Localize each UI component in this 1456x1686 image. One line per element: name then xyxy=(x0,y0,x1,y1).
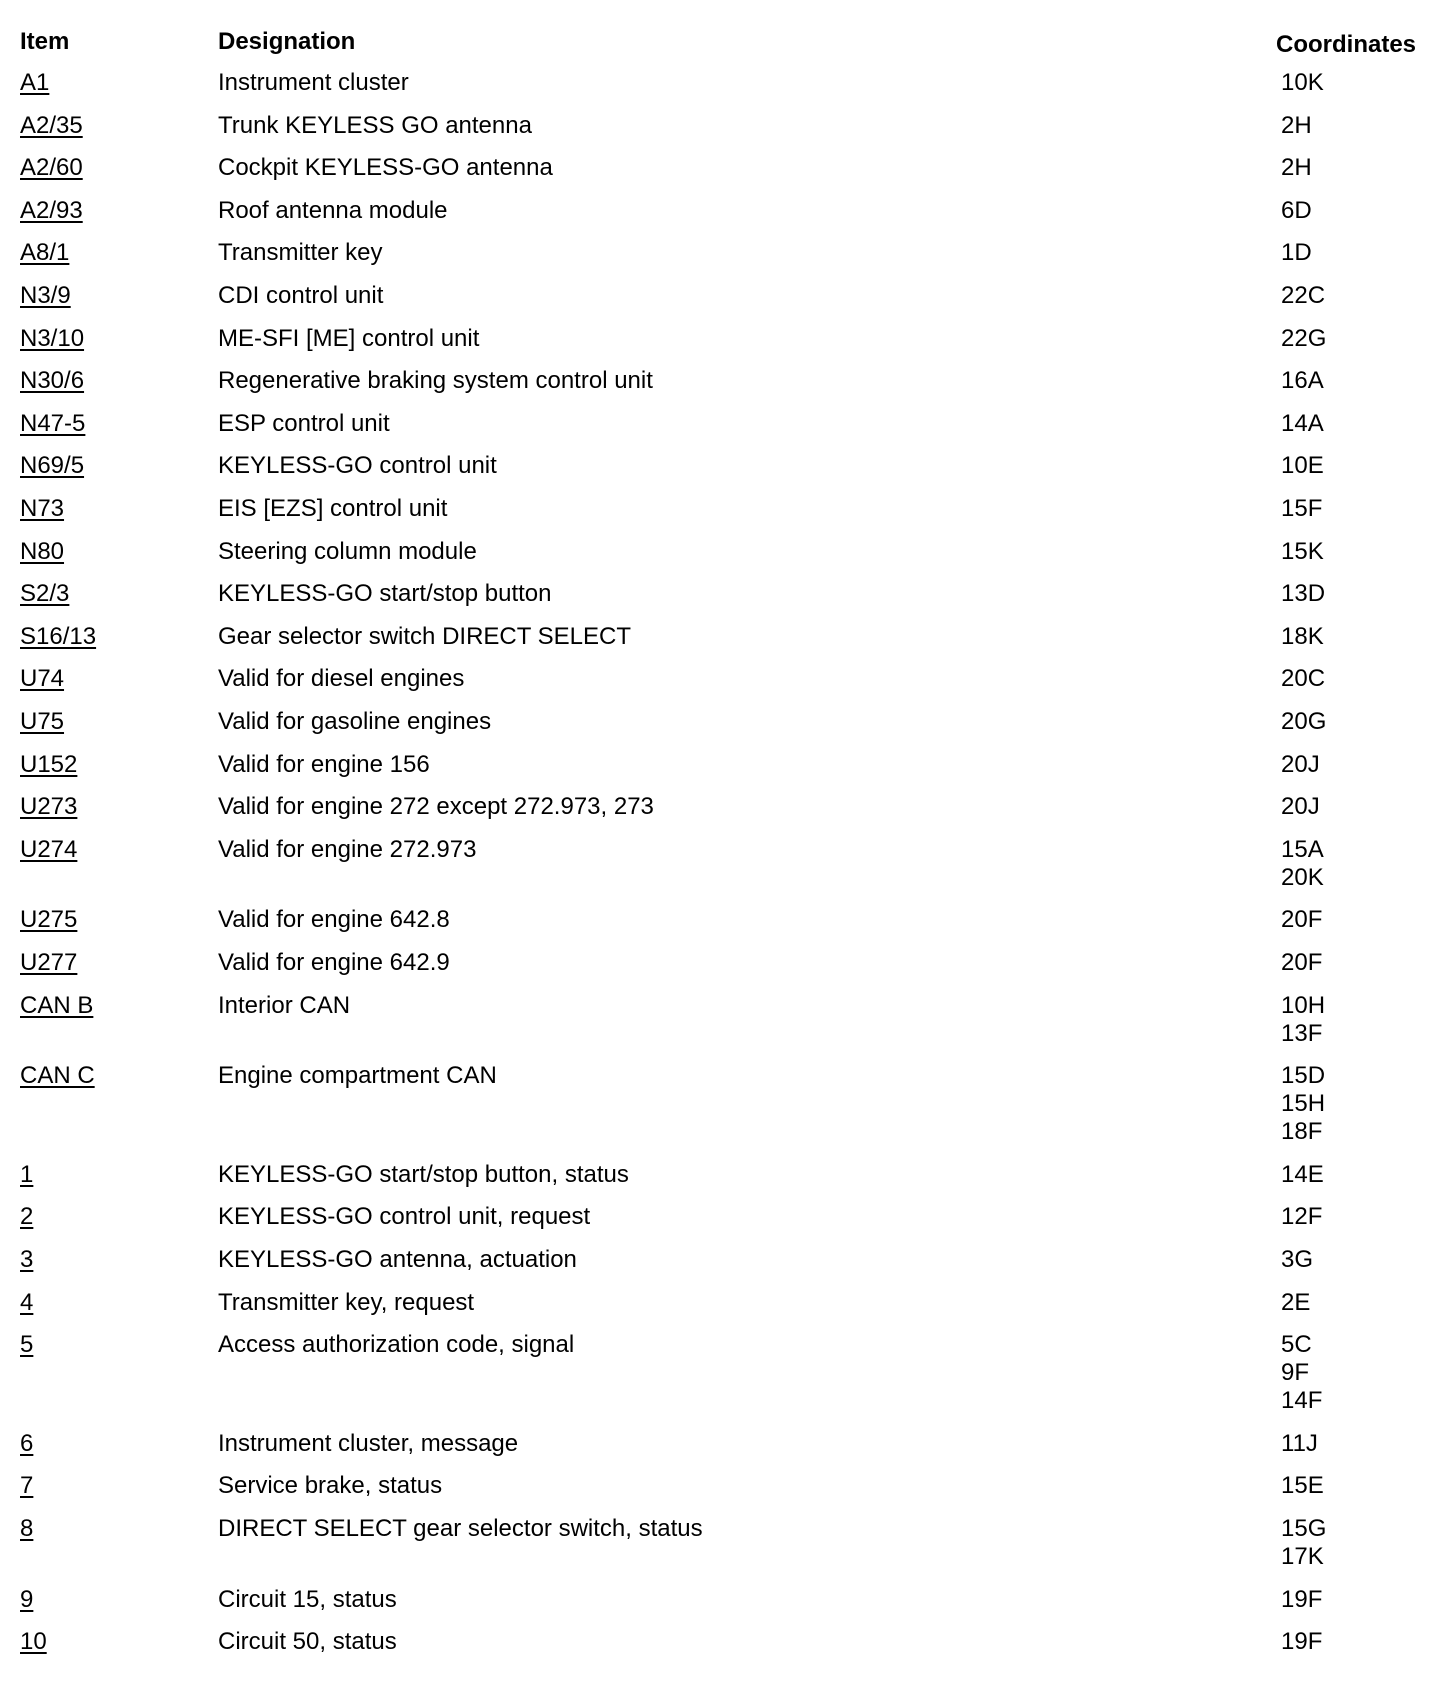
item-link[interactable]: CAN C xyxy=(20,1062,95,1089)
coordinates-cell xyxy=(1281,1331,1322,1415)
item-link[interactable]: A2/93 xyxy=(20,197,83,224)
coordinate-value: 22C xyxy=(1281,282,1326,309)
coordinate-value: 15E xyxy=(1281,1472,1324,1499)
coordinate-value: 18K xyxy=(1281,623,1324,650)
coordinates-cell xyxy=(1281,325,1326,353)
designation-text: Circuit 15, status xyxy=(218,1586,397,1613)
item-link[interactable]: U277 xyxy=(20,949,78,976)
coordinate-value: 20J xyxy=(1281,751,1320,778)
coordinate-value: 20F xyxy=(1281,906,1323,933)
coordinate-value: 11J xyxy=(1281,1430,1318,1457)
item-link[interactable]: 5 xyxy=(20,1331,34,1358)
coordinates-cell xyxy=(1281,623,1324,651)
coordinate-value: 20C xyxy=(1281,665,1326,692)
designation-text: Interior CAN xyxy=(218,992,351,1019)
item-link[interactable]: A2/60 xyxy=(20,154,83,181)
item-link[interactable]: 1 xyxy=(20,1161,34,1188)
header-coordinates: Coordinates xyxy=(1276,31,1417,58)
coordinate-value: 22G xyxy=(1281,325,1327,352)
designation-text: EIS [EZS] control unit xyxy=(218,495,448,522)
item-link[interactable]: 8 xyxy=(20,1515,34,1542)
coordinates-cell xyxy=(1281,1515,1326,1571)
coordinates-cell xyxy=(1281,1246,1313,1274)
designation-text: Regenerative braking system control unit xyxy=(218,367,653,394)
coordinate-value: 9F xyxy=(1281,1359,1310,1386)
item-link[interactable]: S16/13 xyxy=(20,623,97,650)
designation-text: Gear selector switch DIRECT SELECT xyxy=(218,623,632,650)
designation-text: Steering column module xyxy=(218,538,477,565)
item-link[interactable]: 9 xyxy=(20,1586,34,1613)
item-link[interactable]: CAN B xyxy=(20,992,94,1019)
item-link[interactable]: N47-5 xyxy=(20,410,86,437)
coordinate-value: 10E xyxy=(1281,452,1324,479)
designation-text: ESP control unit xyxy=(218,410,390,437)
coordinates-cell xyxy=(1281,495,1322,523)
designation-text: Transmitter key, request xyxy=(218,1289,475,1316)
coordinates-cell xyxy=(1281,906,1322,934)
designation-text: Circuit 50, status xyxy=(218,1628,397,1655)
item-link[interactable]: A8/1 xyxy=(20,239,70,266)
item-link[interactable]: 4 xyxy=(20,1289,34,1316)
item-link[interactable]: 10 xyxy=(20,1628,47,1655)
coordinates-cell xyxy=(1281,112,1312,140)
coordinate-value: 17K xyxy=(1281,1543,1324,1570)
item-link[interactable]: 3 xyxy=(20,1246,34,1273)
designation-text: Access authorization code, signal xyxy=(218,1331,575,1358)
designation-text: Valid for gasoline engines xyxy=(218,708,492,735)
coordinate-value: 14E xyxy=(1281,1161,1324,1188)
item-link[interactable]: N3/10 xyxy=(20,325,85,352)
coordinate-value: 15G xyxy=(1281,1515,1327,1542)
item-link[interactable]: U273 xyxy=(20,793,78,820)
designation-text: KEYLESS-GO control unit xyxy=(218,452,497,479)
coordinate-value: 14A xyxy=(1281,410,1324,437)
coordinate-value: 1D xyxy=(1281,239,1312,266)
coordinate-value: 3G xyxy=(1281,1246,1314,1273)
designation-text: KEYLESS-GO control unit, request xyxy=(218,1203,591,1230)
coordinate-value: 5C xyxy=(1281,1331,1312,1358)
coordinate-value: 14F xyxy=(1281,1387,1323,1414)
item-link[interactable]: N69/5 xyxy=(20,452,85,479)
coordinates-cell xyxy=(1281,1628,1322,1656)
coordinate-value: 13F xyxy=(1281,1020,1323,1047)
item-link[interactable]: N80 xyxy=(20,538,65,565)
coordinate-value: 16A xyxy=(1281,367,1324,394)
designation-text: CDI control unit xyxy=(218,282,384,309)
designation-text: Valid for engine 642.8 xyxy=(218,906,450,933)
coordinates-cell xyxy=(1281,580,1325,608)
coordinate-value: 6D xyxy=(1281,197,1312,224)
coordinate-value: 2E xyxy=(1281,1289,1311,1316)
designation-text: Trunk KEYLESS GO antenna xyxy=(218,112,532,139)
coordinates-cell xyxy=(1281,239,1312,267)
item-link[interactable]: U75 xyxy=(20,708,65,735)
coordinates-cell xyxy=(1281,197,1312,225)
coordinates-cell xyxy=(1281,949,1322,977)
coordinate-value: 20K xyxy=(1281,864,1324,891)
designation-text: KEYLESS-GO antenna, actuation xyxy=(218,1246,577,1273)
header-designation: Designation xyxy=(218,28,356,55)
coordinates-cell xyxy=(1281,1586,1322,1614)
designation-text: Valid for engine 156 xyxy=(218,751,430,778)
item-link[interactable]: U152 xyxy=(20,751,78,778)
coordinates-cell xyxy=(1281,793,1320,821)
item-link[interactable]: 6 xyxy=(20,1430,34,1457)
item-link[interactable]: A1 xyxy=(20,69,50,96)
coordinate-value: 10K xyxy=(1281,69,1324,96)
designation-text: Engine compartment CAN xyxy=(218,1062,497,1089)
coordinates-cell xyxy=(1281,1430,1318,1458)
coordinate-value: 15A xyxy=(1281,836,1324,863)
coordinates-cell xyxy=(1281,1203,1322,1231)
item-link[interactable]: 2 xyxy=(20,1203,34,1230)
designation-text: Valid for engine 272 except 272.973, 273 xyxy=(218,793,654,820)
coordinate-value: 20F xyxy=(1281,949,1323,976)
coordinate-value: 12F xyxy=(1281,1203,1323,1230)
item-link[interactable]: N3/9 xyxy=(20,282,71,309)
designation-text: Valid for diesel engines xyxy=(218,665,465,692)
coordinates-cell xyxy=(1281,708,1326,736)
coordinate-value: 15H xyxy=(1281,1090,1326,1117)
item-link[interactable]: N30/6 xyxy=(20,367,85,394)
coordinates-cell xyxy=(1281,1062,1325,1146)
coordinate-value: 10H xyxy=(1281,992,1326,1019)
designation-text: Valid for engine 642.9 xyxy=(218,949,450,976)
designation-text: Cockpit KEYLESS-GO antenna xyxy=(218,154,553,181)
coordinate-value: 15K xyxy=(1281,538,1324,565)
coordinates-cell xyxy=(1281,538,1324,566)
coordinates-cell xyxy=(1281,69,1324,97)
coordinates-cell xyxy=(1281,751,1320,779)
designation-text: Roof antenna module xyxy=(218,197,448,224)
designation-text: Valid for engine 272.973 xyxy=(218,836,477,863)
coordinates-cell xyxy=(1281,1472,1324,1500)
designation-text: KEYLESS-GO start/stop button xyxy=(218,580,552,607)
coordinate-value: 15D xyxy=(1281,1062,1326,1089)
coordinates-cell xyxy=(1281,1289,1310,1317)
item-link[interactable]: U74 xyxy=(20,665,65,692)
coordinate-value: 20G xyxy=(1281,708,1327,735)
coordinate-value: 20J xyxy=(1281,793,1320,820)
coordinates-cell xyxy=(1281,665,1325,693)
item-link[interactable]: U274 xyxy=(20,836,78,863)
item-link[interactable]: A2/35 xyxy=(20,112,83,139)
designation-text: ME-SFI [ME] control unit xyxy=(218,325,480,352)
designation-text: DIRECT SELECT gear selector switch, status xyxy=(218,1515,703,1542)
item-link[interactable]: N73 xyxy=(20,495,65,522)
coordinate-value: 19F xyxy=(1281,1628,1323,1655)
designation-text: Service brake, status xyxy=(218,1472,443,1499)
coordinate-value: 2H xyxy=(1281,154,1312,181)
coordinates-cell xyxy=(1281,282,1325,310)
coordinates-cell xyxy=(1281,836,1324,892)
item-link[interactable]: S2/3 xyxy=(20,580,70,607)
coordinate-value: 18F xyxy=(1281,1118,1323,1145)
coordinates-cell xyxy=(1281,410,1324,438)
designation-text: Instrument cluster, message xyxy=(218,1430,519,1457)
item-link[interactable]: U275 xyxy=(20,906,78,933)
coordinates-cell xyxy=(1281,452,1324,480)
coordinate-value: 15F xyxy=(1281,495,1323,522)
designation-text: KEYLESS-GO start/stop button, status xyxy=(218,1161,629,1188)
coordinate-value: 13D xyxy=(1281,580,1326,607)
coordinate-value: 19F xyxy=(1281,1586,1323,1613)
item-link[interactable]: 7 xyxy=(20,1472,34,1499)
header-item: Item xyxy=(20,28,70,55)
coordinates-cell xyxy=(1281,154,1312,182)
designation-text: Transmitter key xyxy=(218,239,383,266)
coordinates-cell xyxy=(1281,367,1324,395)
designation-text: Instrument cluster xyxy=(218,69,409,96)
coordinates-cell xyxy=(1281,992,1325,1048)
coordinates-cell xyxy=(1281,1161,1324,1189)
coordinate-value: 2H xyxy=(1281,112,1312,139)
